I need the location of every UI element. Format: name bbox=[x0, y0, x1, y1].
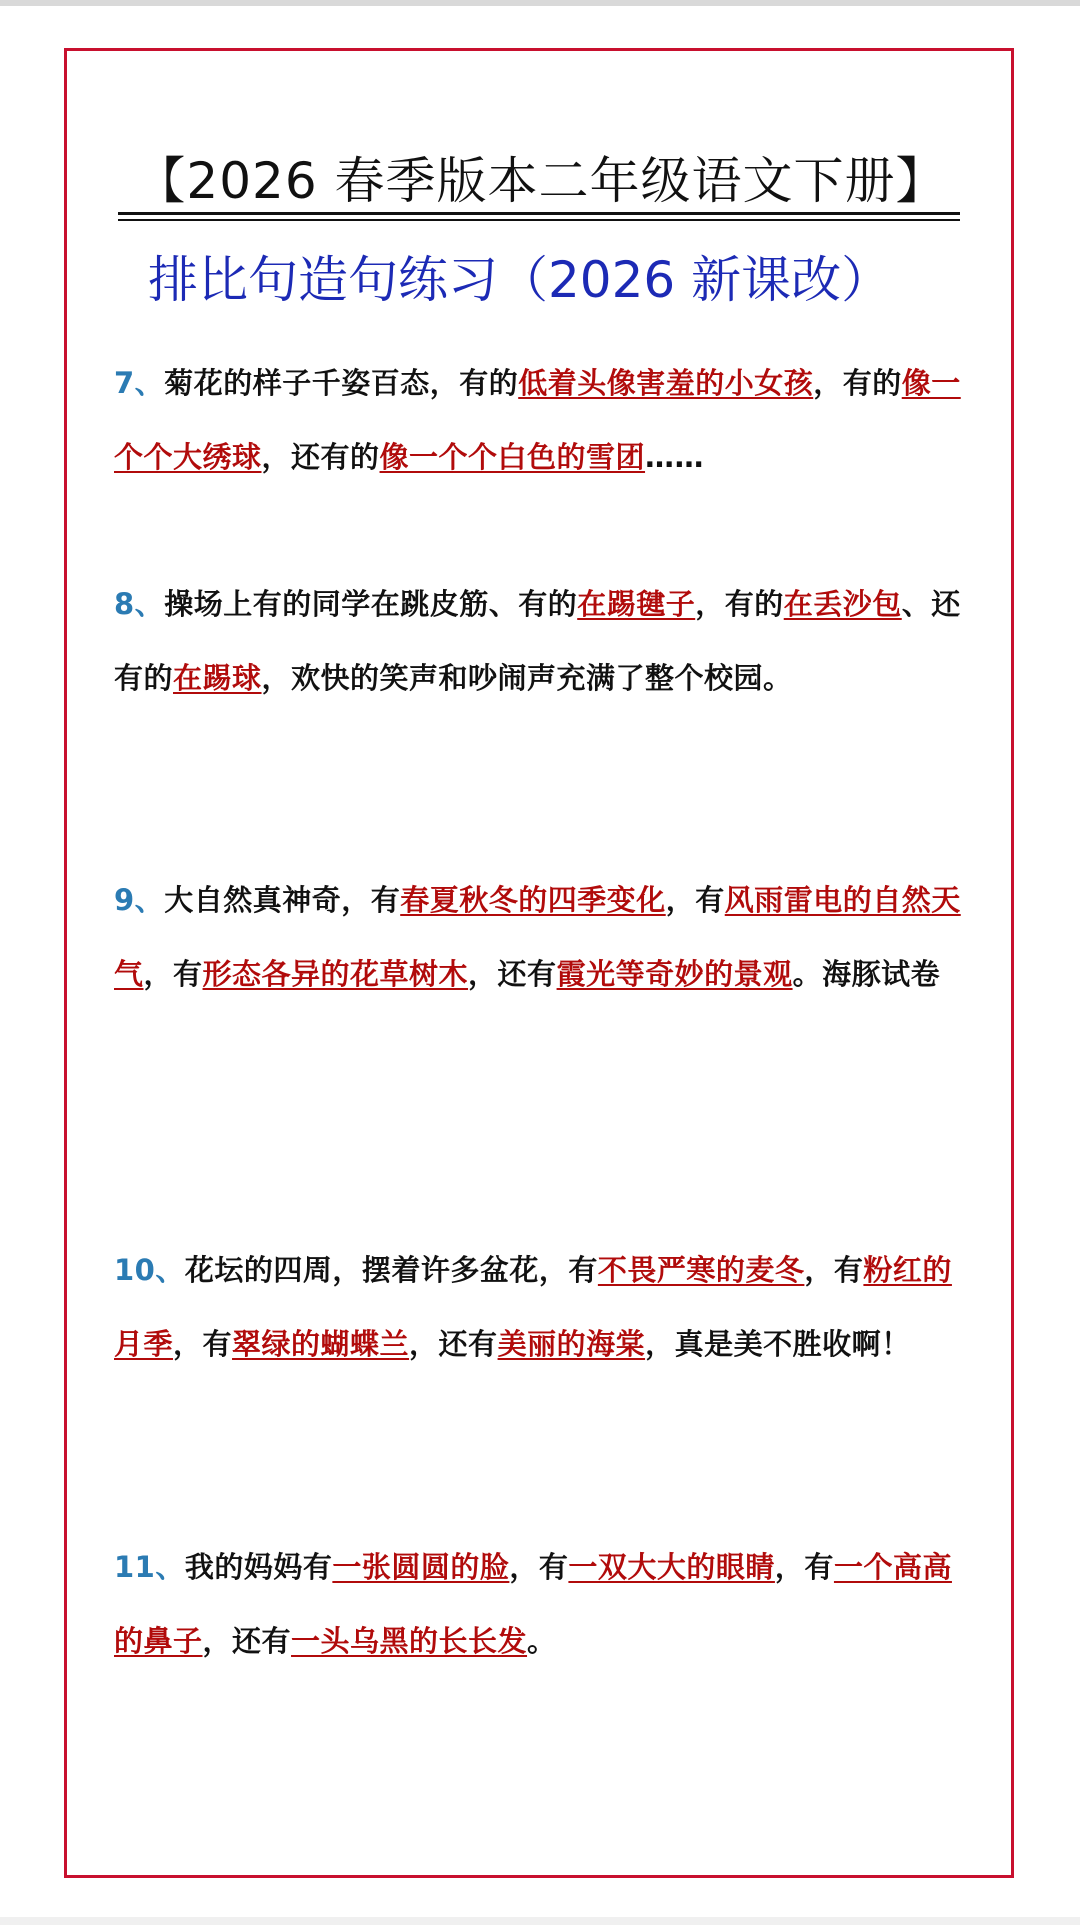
prompt-text: 大自然真神奇，有 bbox=[164, 883, 401, 917]
item-number: 8、 bbox=[114, 587, 165, 621]
exercise-item bbox=[114, 346, 974, 494]
prompt-text: ，有的 bbox=[813, 366, 902, 400]
prompt-text: ，有 bbox=[143, 957, 203, 991]
item-number: 10、 bbox=[114, 1253, 185, 1287]
prompt-text: 菊花的样子千姿百态，有的 bbox=[164, 366, 519, 400]
prompt-text: 操场上有的同学在跳皮筋、有的 bbox=[164, 587, 578, 621]
answer-text: 在丢沙包 bbox=[783, 587, 902, 621]
worksheet-subtitle: 排比句造句练习（2026 新课改） bbox=[148, 251, 892, 309]
prompt-text: ，还有 bbox=[202, 1624, 292, 1658]
item-number: 7、 bbox=[114, 366, 165, 400]
answer-text: 一双大大的眼睛 bbox=[568, 1550, 775, 1584]
exercise-item bbox=[114, 1233, 974, 1381]
item-number: 11、 bbox=[114, 1550, 185, 1584]
prompt-text: 。 bbox=[527, 1624, 557, 1658]
answer-text: 美丽的海棠 bbox=[497, 1327, 646, 1361]
bottom-edge bbox=[0, 1917, 1080, 1925]
answer-text: 一个高高的鼻子 bbox=[114, 1550, 952, 1658]
prompt-text: 花坛的四周，摆着许多盆花，有 bbox=[184, 1253, 598, 1287]
item-number: 9、 bbox=[114, 883, 165, 917]
exercise-item bbox=[114, 863, 974, 1011]
title-underline-double bbox=[118, 219, 960, 221]
prompt-text: 。海豚试卷 bbox=[792, 957, 941, 991]
answer-text: 春夏秋冬的四季变化 bbox=[400, 883, 666, 917]
prompt-text: ，有的 bbox=[695, 587, 784, 621]
answer-text: 像一个个大绣球 bbox=[114, 366, 961, 474]
prompt-text: ，有 bbox=[774, 1550, 834, 1584]
answer-text: 在踢毽子 bbox=[577, 587, 696, 621]
top-edge bbox=[0, 0, 1080, 6]
worksheet-title: 【2026 春季版本二年级语文下册】 bbox=[135, 152, 947, 210]
exercise-item bbox=[114, 567, 974, 715]
prompt-text: ，欢快的笑声和吵闹声充满了整个校园。 bbox=[261, 661, 793, 695]
answer-text: 在踢球 bbox=[173, 661, 262, 695]
answer-text: 粉红的月季 bbox=[114, 1253, 952, 1361]
prompt-text: ，还有 bbox=[468, 957, 557, 991]
answer-text: 像一个个白色的雪团 bbox=[379, 440, 646, 474]
answer-text: 形态各异的花草树木 bbox=[202, 957, 469, 991]
prompt-text: ，有 bbox=[509, 1550, 569, 1584]
prompt-text: 、还有的 bbox=[114, 587, 961, 695]
prompt-text: ，有 bbox=[804, 1253, 864, 1287]
exercise-item bbox=[114, 1530, 974, 1678]
prompt-text: 我的妈妈有 bbox=[184, 1550, 333, 1584]
answer-text: 一张圆圆的脸 bbox=[332, 1550, 510, 1584]
answer-text: 翠绿的蝴蝶兰 bbox=[232, 1327, 410, 1361]
answer-text: 不畏严寒的麦冬 bbox=[597, 1253, 805, 1287]
prompt-text: ，还有 bbox=[409, 1327, 498, 1361]
prompt-text: ，真是美不胜收啊！ bbox=[645, 1327, 911, 1361]
prompt-text: ，有 bbox=[665, 883, 725, 917]
prompt-text: …… bbox=[645, 440, 705, 474]
answer-text: 风雨雷电的自然天气 bbox=[114, 883, 961, 991]
answer-text: 低着头像害羞的小女孩 bbox=[518, 366, 814, 400]
prompt-text: ，还有的 bbox=[261, 440, 380, 474]
answer-text: 一头乌黑的长长发 bbox=[291, 1624, 528, 1658]
prompt-text: ，有 bbox=[173, 1327, 233, 1361]
title-underline bbox=[118, 212, 960, 215]
answer-text: 霞光等奇妙的景观 bbox=[556, 957, 793, 991]
